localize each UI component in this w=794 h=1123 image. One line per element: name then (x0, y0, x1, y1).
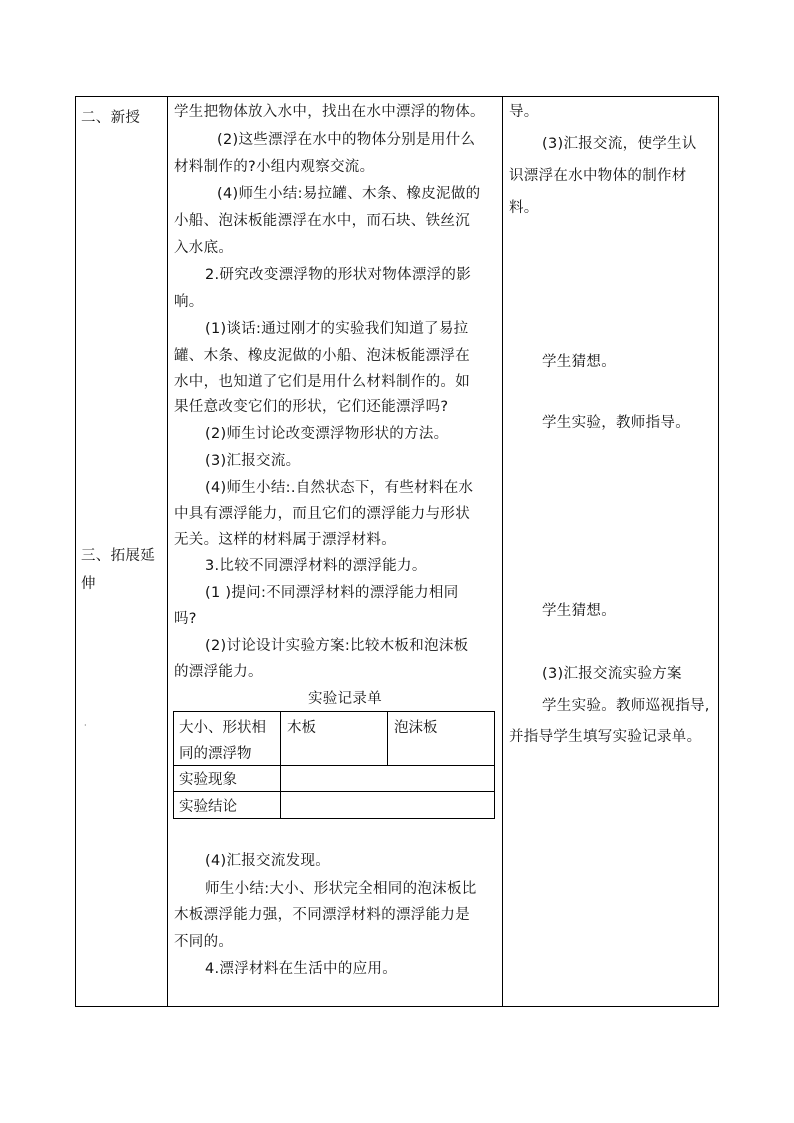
activity-line: 学生猜想。 (542, 603, 616, 619)
activity-line: 导。 (509, 104, 539, 120)
content-line: (4)汇报交流发现。 (205, 853, 331, 869)
content-line: 响。 (174, 294, 204, 310)
record-header-object-1: 大小、形状相 (179, 720, 266, 736)
content-line: (2)讨论设计实验方案:比较木板和泡沫板 (205, 638, 469, 654)
activity-line: 并指导学生填写实验记录单。 (509, 729, 702, 745)
content-line: (2)师生讨论改变漂浮物形状的方法。 (205, 426, 449, 442)
record-col-divider (280, 712, 281, 818)
content-line: (2)这些漂浮在水中的物体分别是用什么 (217, 132, 476, 148)
content-line: (3)汇报交流。 (205, 453, 301, 469)
content-line: (4)师生小结:易拉罐、木条、橡皮泥做的 (217, 186, 481, 202)
record-header-object-2: 同的漂浮物 (179, 746, 252, 762)
content-line: 2.研究改变漂浮物的形状对物体漂浮的影 (205, 267, 472, 283)
content-line: (1 )提问:不同漂浮材料的漂浮能力相同 (205, 585, 459, 601)
stray-mark: · (84, 721, 87, 730)
content-line: 吗? (174, 611, 197, 627)
content-line: 不同的。 (174, 934, 234, 950)
content-line: 小船、泡沫板能漂浮在水中，而石块、铁丝沉 (174, 213, 470, 229)
stage-label-new-lesson: 二、新授 (81, 110, 141, 126)
content-line: 无关。这样的材料属于漂浮材料。 (174, 532, 396, 548)
record-header-wood: 木板 (287, 720, 316, 736)
stage-label-extension-1: 三、拓展延 (81, 548, 155, 564)
lesson-table (75, 96, 719, 1007)
record-sheet-table (173, 711, 495, 819)
activity-line: 识漂浮在水中物体的制作材 (509, 168, 687, 184)
record-row-phenomenon: 实验现象 (179, 772, 237, 788)
content-line: 的漂浮能力。 (174, 664, 263, 680)
content-line: 木板漂浮能力强，不同漂浮材料的漂浮能力是 (174, 907, 470, 923)
content-line: 中具有漂浮能力，而且它们的漂浮能力与形状 (174, 506, 470, 522)
column-divider-1 (167, 97, 168, 1006)
activity-line: 学生实验，教师指导。 (542, 415, 690, 431)
content-line: 学生把物体放入水中，找出在水中漂浮的物体。 (174, 104, 485, 120)
column-divider-2 (502, 97, 503, 1006)
content-line: 罐、木条、橡皮泥做的小船、泡沫板能漂浮在 (174, 348, 470, 364)
content-line: 3.比较不同漂浮材料的漂浮能力。 (205, 558, 427, 574)
content-line: 材料制作的?小组内观察交流。 (174, 159, 375, 175)
content-line: 师生小结:大小、形状完全相同的泡沫板比 (205, 881, 477, 897)
content-line: 果任意改变它们的形状，它们还能漂浮吗? (174, 399, 449, 415)
record-col-divider (387, 712, 388, 765)
activity-line: 学生猜想。 (542, 354, 616, 370)
record-header-foam: 泡沫板 (394, 720, 438, 736)
content-line: 入水底。 (174, 240, 234, 256)
activity-line: 学生实验。教师巡视指导, (542, 698, 710, 714)
content-line: 水中，也知道了它们是用什么材料制作的。如 (174, 374, 470, 390)
record-sheet-title: 实验记录单 (308, 691, 382, 707)
activity-line: 料。 (509, 200, 539, 216)
record-row-conclusion: 实验结论 (179, 799, 237, 815)
record-row-divider (174, 791, 494, 792)
stage-label-extension-2: 伸 (81, 576, 96, 592)
activity-line: (3)汇报交流实验方案 (542, 666, 682, 682)
record-row-divider (174, 765, 494, 766)
content-line: 4.漂浮材料在生活中的应用。 (205, 961, 398, 977)
content-line: (4)师生小结:.自然状态下，有些材料在水 (205, 480, 474, 496)
content-line: (1)谈话:通过刚才的实验我们知道了易拉 (205, 321, 469, 337)
activity-line: (3)汇报交流，使学生认 (542, 136, 697, 152)
